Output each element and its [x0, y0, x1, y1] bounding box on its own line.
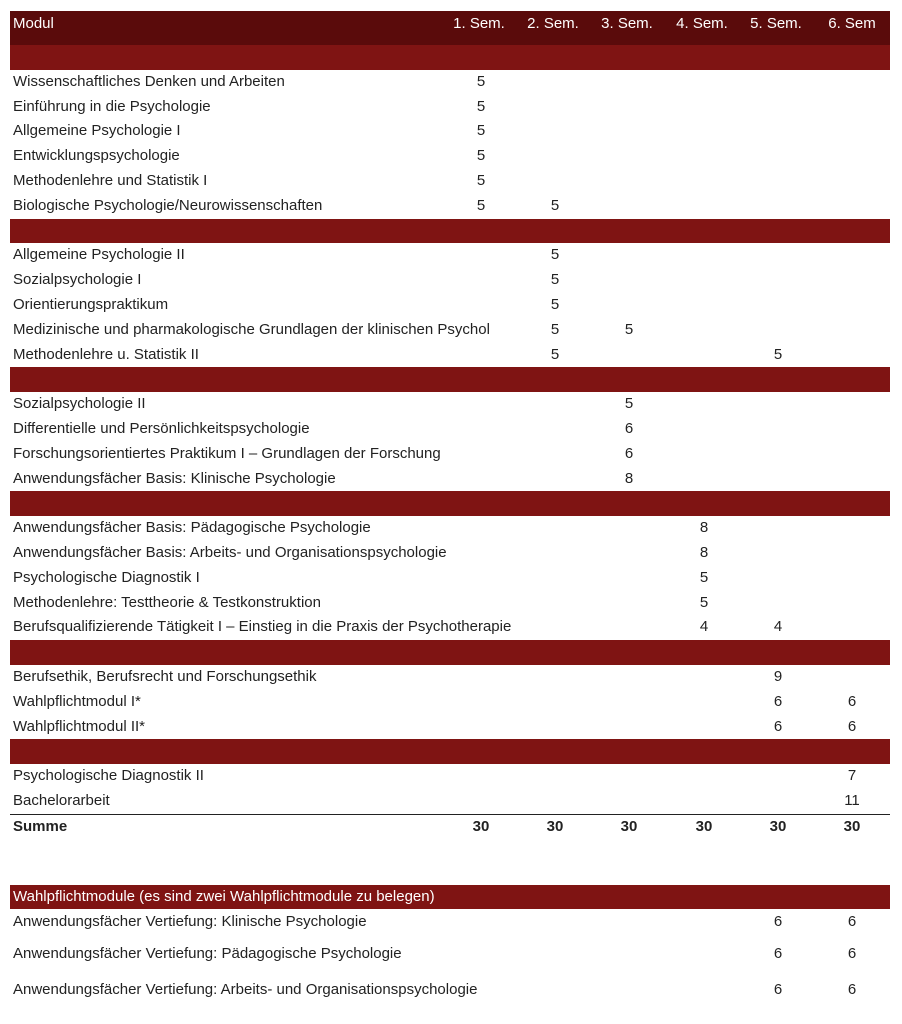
module-name: Berufsqualifizierende Tätigkeit I – Einstieg in die Praxis der Psychotherapie	[13, 618, 512, 636]
module-name: Sozialpsychologie I	[13, 271, 142, 289]
credit-cell: 6	[773, 717, 783, 735]
module-name: Anwendungsfächer Basis: Klinische Psychologie	[13, 469, 336, 487]
module-row	[10, 715, 890, 740]
summe-cell: 30	[546, 817, 564, 835]
credit-cell: 11	[844, 791, 860, 809]
module-row	[10, 268, 890, 293]
module-row	[10, 615, 890, 640]
module-name: Biologische Psychologie/Neurowissenschaften	[13, 196, 323, 214]
module-row	[10, 764, 890, 789]
credit-cell: 5	[624, 395, 634, 413]
module-row	[10, 392, 890, 417]
credit-cell: 5	[550, 320, 560, 338]
credit-cell: 5	[476, 147, 486, 165]
credit-cell: 5	[476, 122, 486, 140]
module-name: Methodenlehre: Testtheorie & Testkonstruktion	[13, 593, 321, 611]
wahlpflicht-cell: 6	[847, 945, 857, 962]
summe-row	[10, 814, 890, 840]
module-row	[10, 516, 890, 541]
module-name: Psychologische Diagnostik II	[13, 767, 204, 785]
credit-cell: 5	[550, 196, 560, 214]
credit-cell: 5	[476, 171, 486, 189]
module-name: Wissenschaftliches Denken und Arbeiten	[13, 72, 285, 90]
wahlpflicht-name: Anwendungsfächer Vertiefung: Klinische Psychologie	[13, 913, 367, 930]
header-sem-6: 6. Sem	[828, 15, 876, 32]
header-sem-4: 4. Sem.	[676, 15, 728, 32]
wahlpflicht-name: Anwendungsfächer Vertiefung: Pädagogische Psychologie	[13, 945, 402, 962]
credit-cell: 5	[550, 345, 560, 363]
module-name: Differentielle und Persönlichkeitspsychologie	[13, 419, 310, 437]
semester-separator	[10, 219, 890, 244]
module-row	[10, 144, 890, 169]
credit-cell: 5	[550, 271, 560, 289]
module-row	[10, 665, 890, 690]
header-sem-5: 5. Sem.	[750, 15, 802, 32]
module-name: Forschungsorientiertes Praktikum I – Grundlagen der Forschung	[13, 444, 441, 462]
credit-cell: 6	[847, 692, 857, 710]
header-sem-1: 1. Sem.	[453, 15, 505, 32]
summe-cell: 30	[472, 817, 490, 835]
module-row	[10, 70, 890, 95]
module-name: Allgemeine Psychologie I	[13, 122, 181, 140]
summe-label: Summe	[13, 817, 68, 835]
module-row	[10, 690, 890, 715]
wahlpflicht-cell: 6	[773, 945, 783, 962]
wahlpflicht-cell: 6	[847, 981, 857, 998]
credit-cell: 5	[624, 320, 634, 338]
module-row	[10, 566, 890, 591]
module-name: Berufsethik, Berufsrecht und Forschungsethik	[13, 667, 317, 685]
module-name: Allgemeine Psychologie II	[13, 246, 185, 264]
header-sem-2: 2. Sem.	[527, 15, 579, 32]
module-row	[10, 417, 890, 442]
credit-cell: 4	[773, 618, 783, 636]
credit-cell: 5	[476, 97, 486, 115]
module-row	[10, 194, 890, 219]
header-module: Modul	[13, 15, 54, 32]
summe-cell: 30	[695, 817, 713, 835]
module-row	[10, 169, 890, 194]
credit-cell: 7	[847, 767, 857, 785]
module-name: Anwendungsfächer Basis: Pädagogische Psychologie	[13, 519, 371, 537]
credit-cell: 4	[699, 618, 709, 636]
credit-cell: 6	[624, 419, 634, 437]
credit-cell: 5	[773, 345, 783, 363]
wahlpflicht-cell: 6	[773, 981, 783, 998]
module-name: Methodenlehre und Statistik I	[13, 171, 208, 189]
wahlpflicht-cell: 6	[773, 913, 783, 930]
table-header	[10, 11, 890, 45]
module-row	[10, 119, 890, 144]
wahlpflicht-name: Anwendungsfächer Vertiefung: Arbeits- und Organisationspsychologie	[13, 981, 478, 998]
credit-cell: 5	[476, 196, 486, 214]
module-name: Medizinische und pharmakologische Grundlagen der klinischen Psychol	[13, 320, 490, 338]
credit-cell: 6	[847, 717, 857, 735]
study-plan-table	[10, 11, 890, 840]
module-row	[10, 318, 890, 343]
summe-cell: 30	[620, 817, 638, 835]
credit-cell: 8	[624, 469, 634, 487]
module-name: Methodenlehre u. Statistik II	[13, 345, 199, 363]
credit-cell: 9	[773, 667, 783, 685]
module-name: Orientierungspraktikum	[13, 295, 169, 313]
wahlpflicht-row	[10, 978, 890, 1002]
module-name: Entwicklungspsychologie	[13, 147, 180, 165]
module-row	[10, 467, 890, 492]
module-row	[10, 95, 890, 120]
module-name: Wahlpflichtmodul I*	[13, 692, 141, 710]
semester-separator	[10, 739, 890, 764]
credit-cell: 5	[699, 568, 709, 586]
credit-cell: 8	[699, 519, 709, 537]
module-row	[10, 541, 890, 566]
wahlpflicht-row	[10, 942, 890, 966]
module-row	[10, 591, 890, 616]
module-row	[10, 243, 890, 268]
credit-cell: 5	[476, 72, 486, 90]
module-name: Anwendungsfächer Basis: Arbeits- und Organisationspsychologie	[13, 543, 447, 561]
summe-cell: 30	[843, 817, 861, 835]
wahlpflicht-header	[10, 885, 890, 909]
credit-cell: 8	[699, 543, 709, 561]
module-row	[10, 293, 890, 318]
module-name: Wahlpflichtmodul II*	[13, 717, 145, 735]
summe-cell: 30	[769, 817, 787, 835]
module-row	[10, 789, 890, 814]
module-row	[10, 343, 890, 368]
table-body	[10, 45, 890, 814]
module-name: Bachelorarbeit	[13, 791, 110, 809]
module-name: Einführung in die Psychologie	[13, 97, 211, 115]
module-name: Sozialpsychologie II	[13, 395, 146, 413]
credit-cell: 5	[550, 295, 560, 313]
header-sem-3: 3. Sem.	[601, 15, 653, 32]
credit-cell: 5	[699, 593, 709, 611]
wahlpflicht-title: Wahlpflichtmodule (es sind zwei Wahlpflichtmodule zu belegen)	[13, 888, 435, 905]
module-row	[10, 442, 890, 467]
semester-separator	[10, 45, 890, 70]
wahlpflicht-cell: 6	[847, 913, 857, 930]
wahlpflicht-row	[10, 910, 890, 934]
credit-cell: 5	[550, 246, 560, 264]
credit-cell: 6	[773, 692, 783, 710]
credit-cell: 6	[624, 444, 634, 462]
semester-separator	[10, 491, 890, 516]
semester-separator	[10, 367, 890, 392]
module-name: Psychologische Diagnostik I	[13, 568, 200, 586]
semester-separator	[10, 640, 890, 665]
